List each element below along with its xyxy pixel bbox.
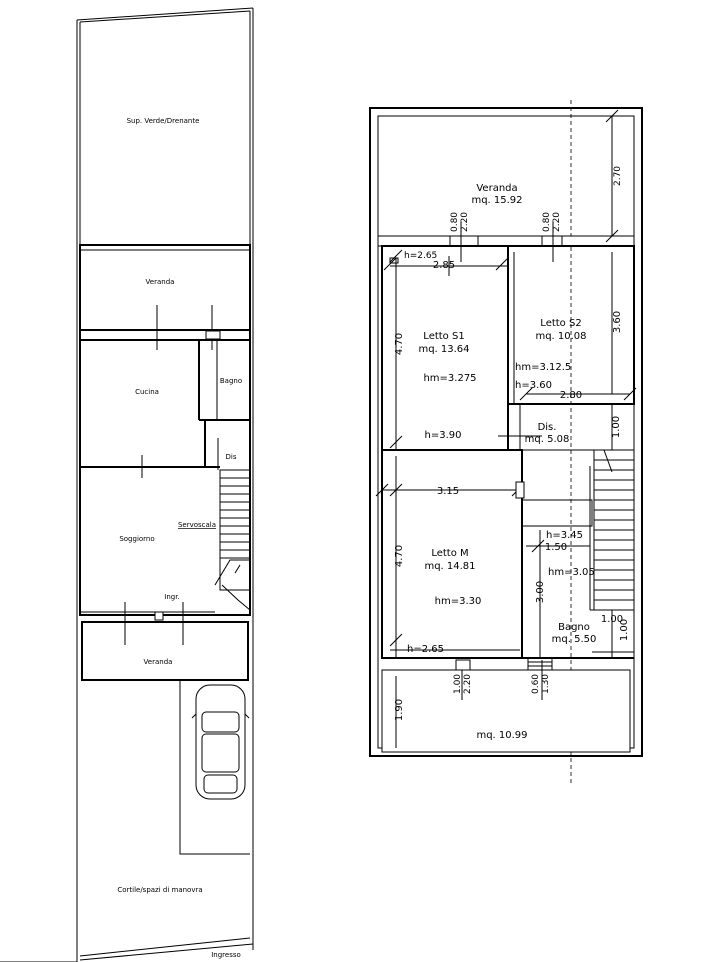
right-upper-floor-plan xyxy=(370,100,642,785)
letto-m-depth: 4.70 xyxy=(394,544,405,568)
veranda-bottom-door-right-b: 1.30 xyxy=(541,673,551,695)
veranda-bottom-door-left-a: 1.00 xyxy=(453,673,463,695)
cortile-label: Cortile/spazi di manovra xyxy=(117,886,203,894)
veranda-bottom-door-right-a: 0.60 xyxy=(531,673,541,695)
car-icon xyxy=(192,685,249,799)
ingresso-label: Ingresso xyxy=(211,951,241,959)
dis-name: Dis. xyxy=(537,422,557,433)
letto-m-width: 3.15 xyxy=(436,486,460,497)
letto-s1-name: Letto S1 xyxy=(423,331,465,342)
letto-s1-h-bottom: h=3.90 xyxy=(424,430,462,441)
bagno-d1: 1.00 xyxy=(600,614,624,625)
letto-s1-h-top: h=2.65 xyxy=(404,251,438,261)
letto-s1-depth: 4.70 xyxy=(394,332,405,356)
letto-m-name: Letto M xyxy=(431,548,469,559)
bagno-area: mq. 5.50 xyxy=(551,634,597,645)
bagno-depth: 3.00 xyxy=(535,580,546,604)
letto-m-area: mq. 14.81 xyxy=(424,561,476,572)
dis-label: Dis xyxy=(225,453,237,461)
veranda-top-label: Veranda xyxy=(145,278,175,286)
letto-s2-h: h=3.60 xyxy=(515,380,552,391)
veranda-top-area: mq. 15.92 xyxy=(471,195,523,206)
letto-s1-width: 2.85 xyxy=(432,260,456,271)
bagno-label: Bagno xyxy=(219,377,243,385)
letto-m-hm: hm=3.30 xyxy=(434,596,482,607)
veranda-top-door-right-b: 2.20 xyxy=(552,211,562,233)
bagno-width: 1.50 xyxy=(544,542,568,553)
letto-m-h: h=2.65 xyxy=(407,644,444,655)
veranda-top-depth: 2.70 xyxy=(613,165,623,187)
letto-s2-width: 2.80 xyxy=(559,390,583,401)
veranda-top-door-left-b: 2.20 xyxy=(460,211,470,233)
bagno-name: Bagno xyxy=(558,622,590,633)
bagno-h: h=3.45 xyxy=(546,530,583,541)
veranda-top-door-left-a: 0.80 xyxy=(450,211,460,233)
dis-area: mq. 5.08 xyxy=(524,434,570,445)
letto-s2-hm: hm=3.12.5 xyxy=(515,362,572,373)
letto-s1-area: mq. 13.64 xyxy=(418,344,470,355)
letto-s2-depth: 3.60 xyxy=(612,310,623,334)
left-ground-floor-plan xyxy=(0,8,253,962)
veranda-bottom-area: mq. 10.99 xyxy=(476,730,528,741)
veranda-bottom-label: Veranda xyxy=(143,658,173,666)
servoscala-label: Servoscala xyxy=(177,521,217,529)
letto-s2-name: Letto S2 xyxy=(540,318,582,329)
letto-s2-area: mq. 10.08 xyxy=(535,331,587,342)
ingr-label: Ingr. xyxy=(164,593,180,601)
veranda-bottom-door-left-b: 2.20 xyxy=(463,673,473,695)
cucina-label: Cucina xyxy=(135,388,159,396)
bagno-d2: 1.00 xyxy=(619,618,630,642)
veranda-bottom-depth: 1.90 xyxy=(394,698,405,722)
bagno-hm: hm=3.05 xyxy=(548,567,595,578)
soggiorno-label: Soggiorno xyxy=(119,535,155,543)
sup-verde-label: Sup. Verde/Drenante xyxy=(126,117,200,125)
dis-depth: 1.00 xyxy=(611,415,622,439)
veranda-top-door-right-a: 0.80 xyxy=(542,211,552,233)
letto-s1-hm: hm=3.275 xyxy=(423,373,477,384)
veranda-top-name: Veranda xyxy=(476,183,518,194)
